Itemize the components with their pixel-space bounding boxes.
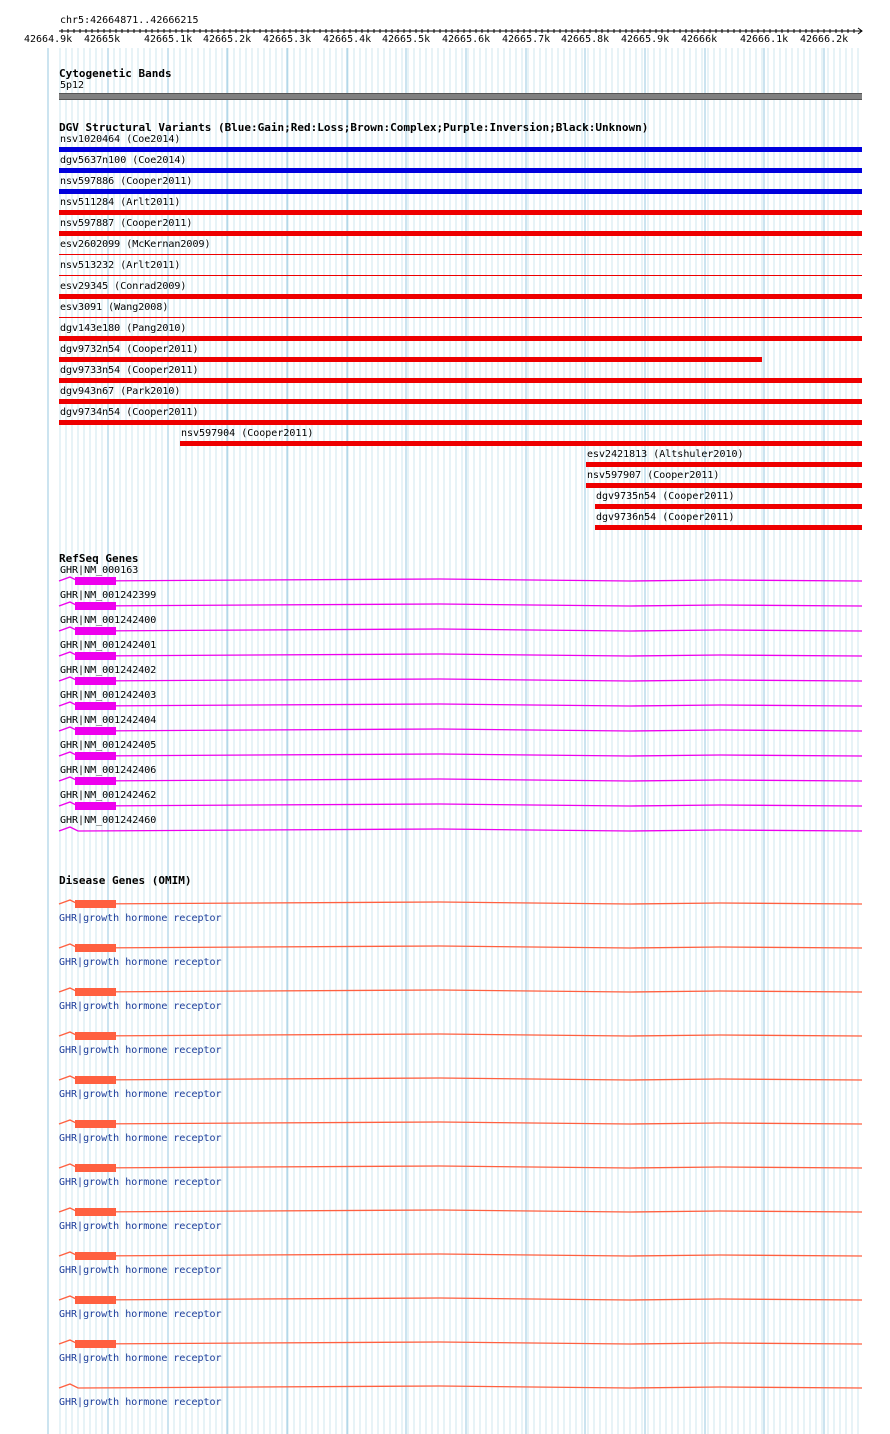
- omim-gene-link[interactable]: GHR|growth hormone receptor: [59, 1177, 222, 1188]
- omim-gene-link[interactable]: GHR|growth hormone receptor: [59, 1089, 222, 1100]
- variant-label: dgv5637n100 (Coe2014): [60, 155, 187, 166]
- transcript-label[interactable]: GHR|NM_000163: [60, 565, 139, 576]
- variant-label: nsv597907 (Cooper2011): [587, 470, 720, 481]
- variant-label: nsv597886 (Cooper2011): [60, 176, 193, 187]
- refseq-track-title: RefSeq Genes: [59, 552, 139, 565]
- transcript-label[interactable]: GHR|NM_001242404: [60, 715, 157, 726]
- variant-label: esv2421813 (Altshuler2010): [587, 449, 744, 460]
- ruler-tick-label: 42665.8k: [561, 34, 610, 45]
- variant-label: dgv143e180 (Pang2010): [60, 323, 187, 334]
- transcript-label[interactable]: GHR|NM_001242406: [60, 765, 157, 776]
- ruler-tick-label: 42666.2k: [800, 34, 849, 45]
- transcript-label[interactable]: GHR|NM_001242462: [60, 790, 157, 801]
- cytogenetic-track-title: Cytogenetic Bands: [59, 67, 172, 80]
- dgv-track-title: DGV Structural Variants (Blue:Gain;Red:Loss;Brown:Complex;Purple:Inversion;Black:Unknown): [59, 121, 649, 134]
- variant-label: nsv597887 (Cooper2011): [60, 218, 193, 229]
- omim-gene-link[interactable]: GHR|growth hormone receptor: [59, 913, 222, 924]
- omim-gene-link[interactable]: GHR|growth hormone receptor: [59, 957, 222, 968]
- transcript-label[interactable]: GHR|NM_001242400: [60, 615, 157, 626]
- omim-gene-link[interactable]: GHR|growth hormone receptor: [59, 1045, 222, 1056]
- ruler-tick-label: 42665.2k: [203, 34, 252, 45]
- variant-label: dgv9736n54 (Cooper2011): [596, 512, 735, 523]
- variant-label: nsv1020464 (Coe2014): [60, 134, 181, 145]
- variant-label: dgv9732n54 (Cooper2011): [60, 344, 199, 355]
- omim-track-title: Disease Genes (OMIM): [59, 874, 192, 887]
- variant-label: nsv511284 (Arlt2011): [60, 197, 181, 208]
- ruler-tick-label: 42665.3k: [263, 34, 312, 45]
- transcript-label[interactable]: GHR|NM_001242405: [60, 740, 157, 751]
- transcript-label[interactable]: GHR|NM_001242403: [60, 690, 157, 701]
- variant-label: esv3091 (Wang2008): [60, 302, 169, 313]
- transcript-label[interactable]: GHR|NM_001242402: [60, 665, 157, 676]
- omim-gene-link[interactable]: GHR|growth hormone receptor: [59, 1397, 222, 1408]
- ruler-tick-label: 42664.9k: [24, 34, 73, 45]
- ruler-tick-label: 42665.1k: [144, 34, 193, 45]
- omim-gene-link[interactable]: GHR|growth hormone receptor: [59, 1001, 222, 1012]
- transcript-label[interactable]: GHR|NM_001242401: [60, 640, 157, 651]
- omim-gene-link[interactable]: GHR|growth hormone receptor: [59, 1309, 222, 1320]
- ruler-tick-label: 42666.1k: [740, 34, 789, 45]
- cytoband-label: 5p12: [60, 80, 85, 91]
- variant-label: esv2602099 (McKernan2009): [60, 239, 211, 250]
- variant-label: dgv9735n54 (Cooper2011): [596, 491, 735, 502]
- ruler-tick-label: 42665.7k: [502, 34, 551, 45]
- variant-label: nsv597904 (Cooper2011): [181, 428, 314, 439]
- variant-label: esv29345 (Conrad2009): [60, 281, 187, 292]
- omim-gene-link[interactable]: GHR|growth hormone receptor: [59, 1353, 222, 1364]
- coordinate-range-label: chr5:42664871..42666215: [60, 15, 199, 26]
- variant-label: dgv943n67 (Park2010): [60, 386, 181, 397]
- ruler-tick-label: 42665.6k: [442, 34, 491, 45]
- ruler-tick-label: 42665.5k: [382, 34, 431, 45]
- transcript-label[interactable]: GHR|NM_001242460: [60, 815, 157, 826]
- variant-label: nsv513232 (Arlt2011): [60, 260, 181, 271]
- ruler-tick-label: 42665.4k: [323, 34, 372, 45]
- ruler-tick-label: 42666k: [681, 34, 718, 45]
- omim-gene-link[interactable]: GHR|growth hormone receptor: [59, 1221, 222, 1232]
- transcript-label[interactable]: GHR|NM_001242399: [60, 590, 157, 601]
- omim-gene-link[interactable]: GHR|growth hormone receptor: [59, 1265, 222, 1276]
- ruler-tick-label: 42665.9k: [621, 34, 670, 45]
- variant-label: dgv9733n54 (Cooper2011): [60, 365, 199, 376]
- ruler-tick-label: 42665k: [84, 34, 121, 45]
- variant-label: dgv9734n54 (Cooper2011): [60, 407, 199, 418]
- omim-gene-link[interactable]: GHR|growth hormone receptor: [59, 1133, 222, 1144]
